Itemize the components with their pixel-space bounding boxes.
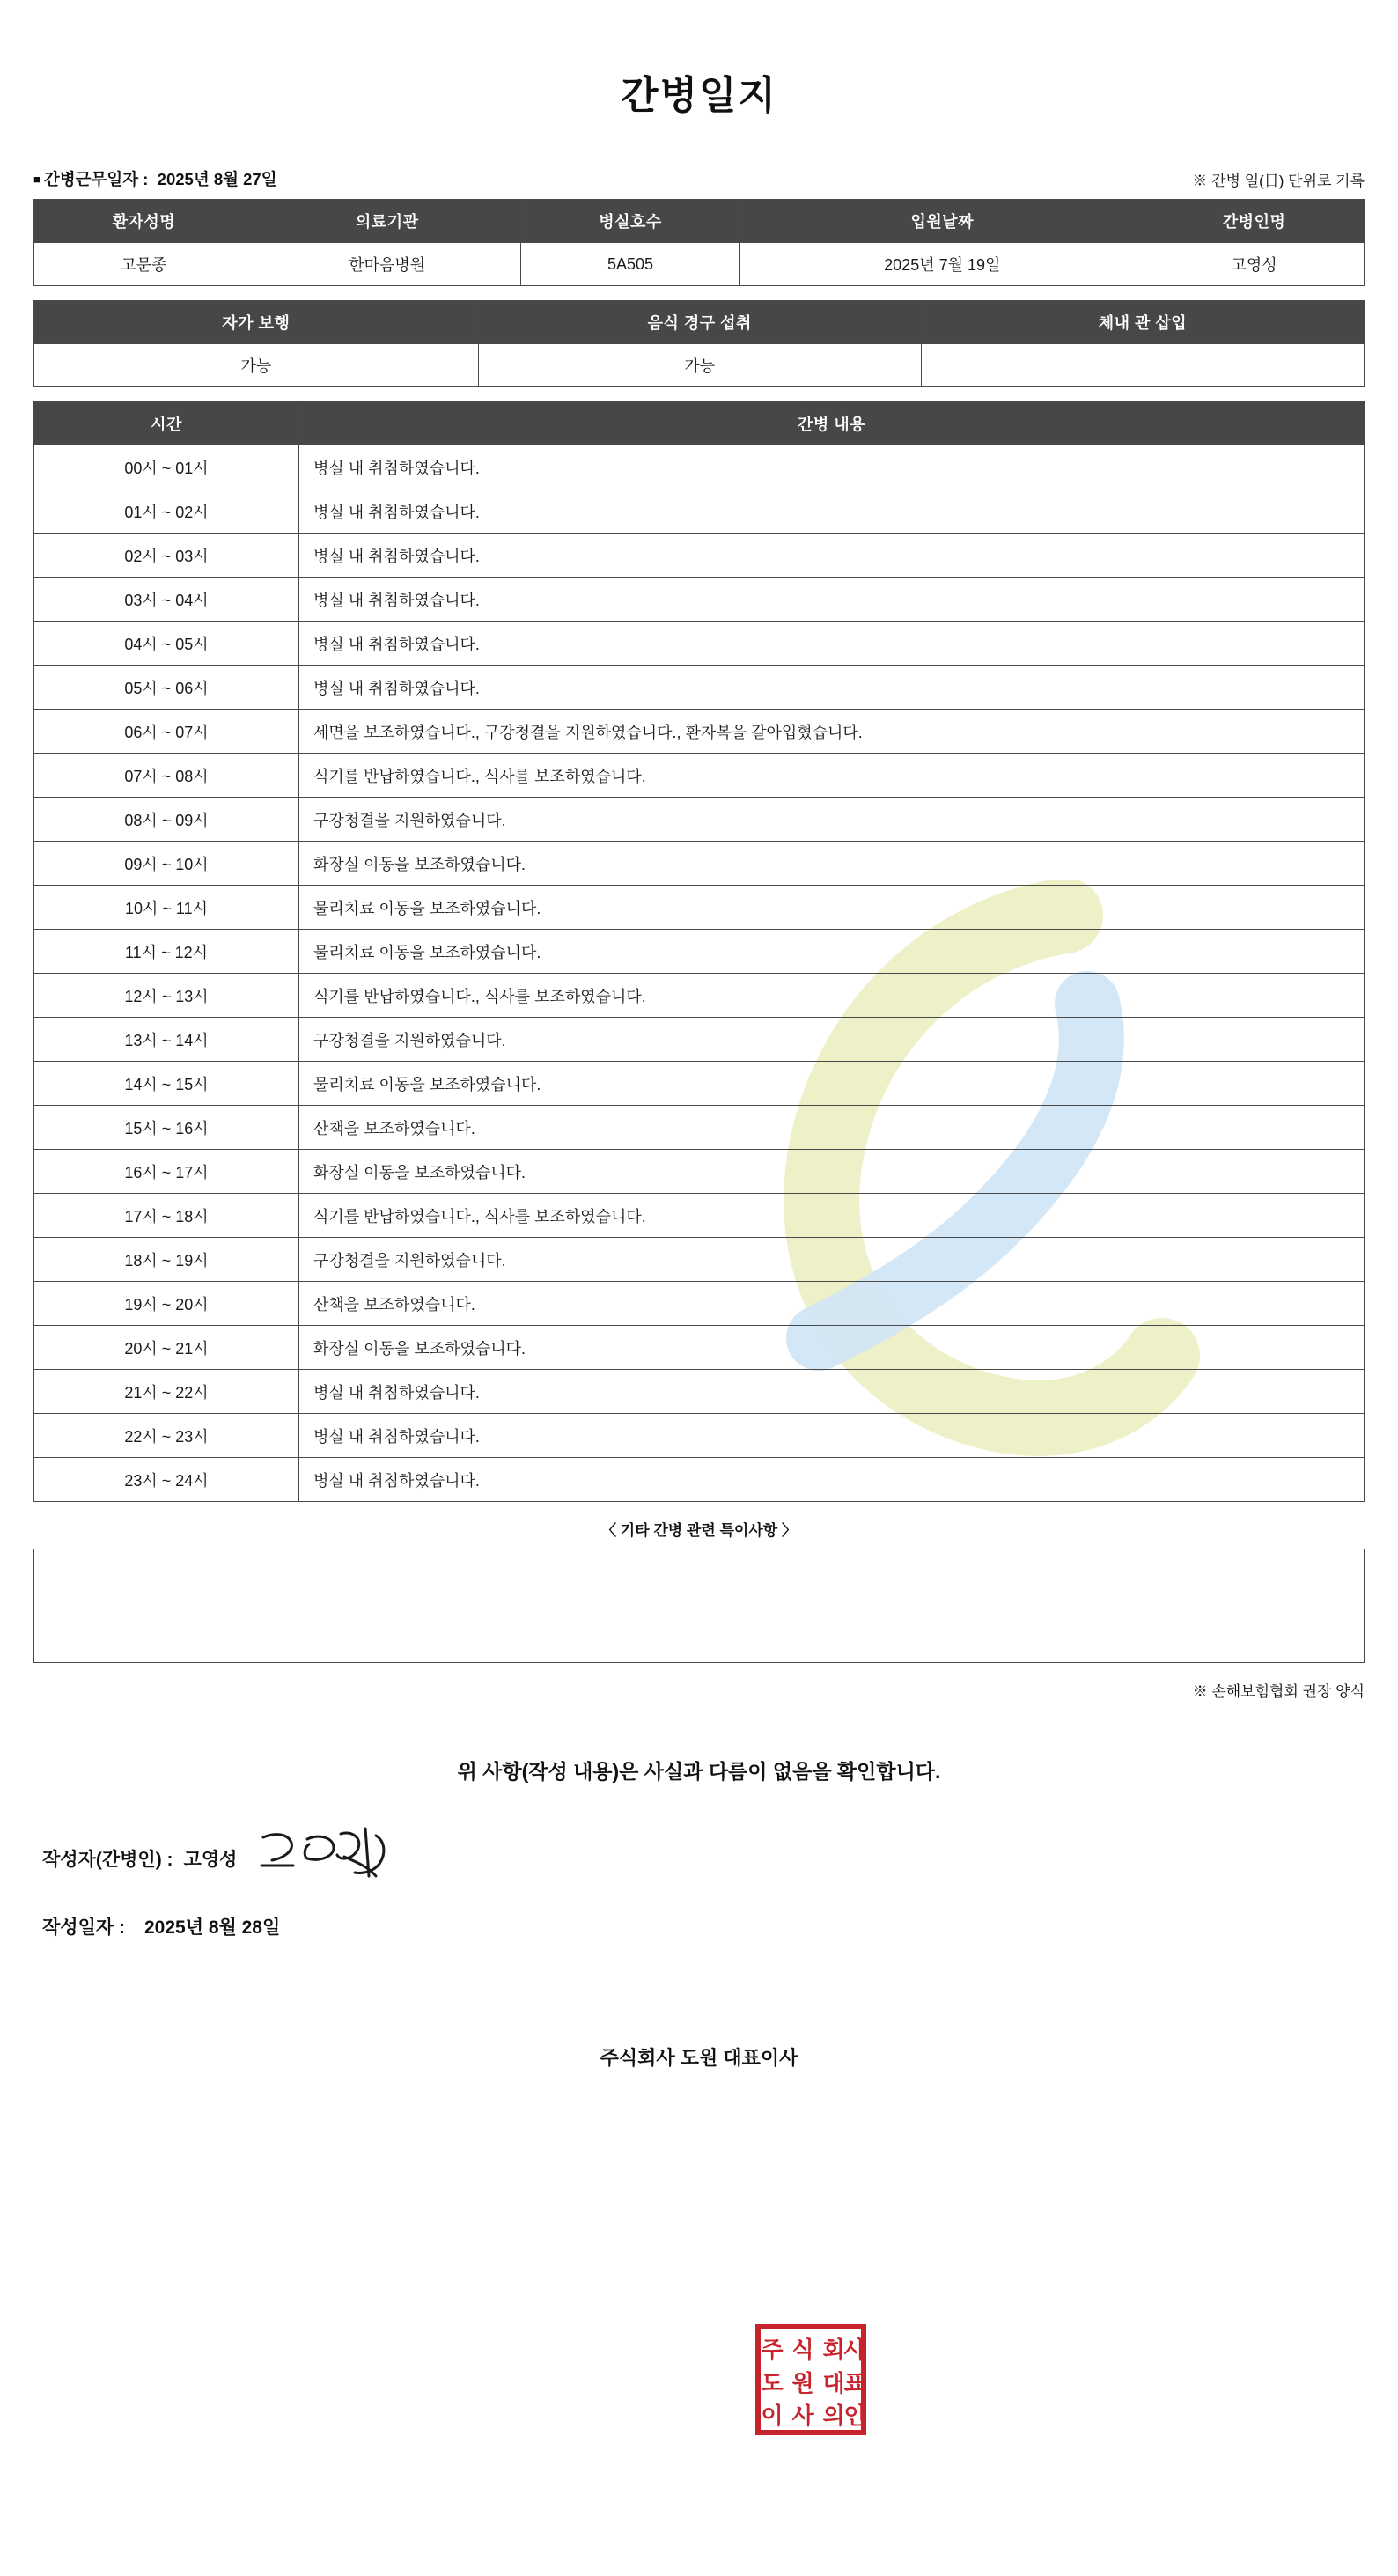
- cell-time: 23시 ~ 24시: [34, 1458, 299, 1502]
- table-row: [34, 1238, 1365, 1282]
- cell-time: 12시 ~ 13시: [34, 974, 299, 1018]
- cell-content: 화장실 이동을 보조하였습니다.: [299, 1326, 1365, 1370]
- header-admission-date: 입원날짜: [740, 200, 1144, 243]
- cell-content: 식기를 반납하였습니다., 식사를 보조하였습니다.: [299, 1194, 1365, 1238]
- work-date-label: 간병근무일자 :: [43, 170, 149, 188]
- cell-content: 구강청결을 지원하였습니다.: [299, 1018, 1365, 1062]
- table-header-row: [34, 301, 1365, 344]
- table-header-row: [34, 402, 1365, 445]
- writer-label: 작성자(간병인) :: [42, 1850, 173, 1870]
- svg-text:회: 회: [822, 2337, 845, 2363]
- cell-time: 11시 ~ 12시: [34, 930, 299, 974]
- cell-content: 물리치료 이동을 보조하였습니다.: [299, 930, 1365, 974]
- table-row: [34, 1414, 1365, 1458]
- write-date-label: 작성일자 :: [42, 1917, 125, 1938]
- cell-time: 16시 ~ 17시: [34, 1150, 299, 1194]
- cell-content: 식기를 반납하였습니다., 식사를 보조하였습니다.: [299, 754, 1365, 798]
- header-time: 시간: [34, 402, 299, 445]
- header-room-number: 병실호수: [520, 200, 740, 243]
- header-tube-insertion: 체내 관 삽입: [921, 301, 1364, 344]
- svg-text:원: 원: [791, 2370, 814, 2396]
- cell-content: 병실 내 취침하였습니다.: [299, 578, 1365, 622]
- svg-text:이: 이: [761, 2403, 784, 2429]
- table-row: [34, 842, 1365, 886]
- svg-text:도: 도: [761, 2370, 784, 2396]
- table-row: [34, 710, 1365, 754]
- form-source-note: ※ 손해보험협회 권장 양식: [1192, 1683, 1365, 1700]
- svg-text:사: 사: [791, 2403, 814, 2429]
- cell-content: 산책을 보조하였습니다.: [299, 1106, 1365, 1150]
- svg-text:대: 대: [822, 2370, 845, 2396]
- table-row: [34, 1326, 1365, 1370]
- value-tube-insertion: [921, 344, 1364, 387]
- table-row: [34, 1194, 1365, 1238]
- table-row: [34, 930, 1365, 974]
- page-title: 간병일지: [620, 74, 777, 117]
- table-row: [34, 243, 1365, 286]
- table-row: [34, 1282, 1365, 1326]
- cell-time: 06시 ~ 07시: [34, 710, 299, 754]
- cell-content: 병실 내 취침하였습니다.: [299, 534, 1365, 578]
- table-row: [34, 1150, 1365, 1194]
- cell-time: 07시 ~ 08시: [34, 754, 299, 798]
- cell-time: 15시 ~ 16시: [34, 1106, 299, 1150]
- cell-content: 물리치료 이동을 보조하였습니다.: [299, 886, 1365, 930]
- cell-content: 화장실 이동을 보조하였습니다.: [299, 1150, 1365, 1194]
- cell-time: 14시 ~ 15시: [34, 1062, 299, 1106]
- header-care-content: 간병 내용: [299, 402, 1365, 445]
- svg-text:의: 의: [822, 2403, 845, 2429]
- header-patient-name: 환자성명: [34, 200, 254, 243]
- table-row: [34, 1062, 1365, 1106]
- cell-content: 병실 내 취침하였습니다.: [299, 666, 1365, 710]
- cell-time: 00시 ~ 01시: [34, 445, 299, 489]
- cell-time: 18시 ~ 19시: [34, 1238, 299, 1282]
- cell-time: 17시 ~ 18시: [34, 1194, 299, 1238]
- table-row: [34, 754, 1365, 798]
- note-section-title: 〈 기타 간병 관련 특이사항 〉: [601, 1522, 797, 1539]
- cell-time: 02시 ~ 03시: [34, 534, 299, 578]
- handwritten-signature-icon: [253, 1825, 402, 1881]
- writer-row: [42, 1830, 1398, 1887]
- cell-content: 병실 내 취침하였습니다.: [299, 1458, 1365, 1502]
- table-row: [34, 445, 1365, 489]
- value-hospital: 한마음병원: [254, 243, 520, 286]
- patient-condition-table: [33, 300, 1365, 387]
- value-room-number: 5A505: [520, 243, 740, 286]
- value-self-walking: 가능: [34, 344, 479, 387]
- value-patient-name: 고문종: [34, 243, 254, 286]
- cell-content: 산책을 보조하였습니다.: [299, 1282, 1365, 1326]
- cell-time: 20시 ~ 21시: [34, 1326, 299, 1370]
- header-hospital: 의료기관: [254, 200, 520, 243]
- meta-row: [33, 167, 1365, 190]
- work-date-value: 2025년 8월 27일: [157, 170, 277, 188]
- table-row: [34, 344, 1365, 387]
- note-section-box[interactable]: [33, 1549, 1365, 1663]
- cell-time: 10시 ~ 11시: [34, 886, 299, 930]
- unit-note: ※ 간병 일(日) 단위로 기록: [1192, 173, 1365, 189]
- cell-time: 05시 ~ 06시: [34, 666, 299, 710]
- table-row: [34, 1370, 1365, 1414]
- bullet-square-icon: ■: [33, 173, 40, 186]
- table-row: [34, 1458, 1365, 1502]
- svg-text:인: 인: [843, 2403, 866, 2429]
- table-row: [34, 1018, 1365, 1062]
- value-caregiver-name: 고영성: [1144, 243, 1365, 286]
- table-row: [34, 622, 1365, 666]
- cell-content: 화장실 이동을 보조하였습니다.: [299, 842, 1365, 886]
- cell-content: 구강청결을 지원하였습니다.: [299, 798, 1365, 842]
- table-row: [34, 666, 1365, 710]
- table-row: [34, 534, 1365, 578]
- writer-value: 고영성: [183, 1850, 238, 1870]
- cell-content: 병실 내 취침하였습니다.: [299, 1370, 1365, 1414]
- value-admission-date: 2025년 7월 19일: [740, 243, 1144, 286]
- cell-time: 19시 ~ 20시: [34, 1282, 299, 1326]
- table-row: [34, 489, 1365, 534]
- company-seal-stamp-icon: [755, 2324, 866, 2435]
- svg-text:주: 주: [761, 2337, 784, 2363]
- cell-time: 03시 ~ 04시: [34, 578, 299, 622]
- table-row: [34, 886, 1365, 930]
- header-self-walking: 자가 보행: [34, 301, 479, 344]
- cell-time: 13시 ~ 14시: [34, 1018, 299, 1062]
- cell-content: 병실 내 취침하였습니다.: [299, 622, 1365, 666]
- cell-content: 식기를 반납하였습니다., 식사를 보조하였습니다.: [299, 974, 1365, 1018]
- cell-time: 22시 ~ 23시: [34, 1414, 299, 1458]
- cell-content: 병실 내 취침하였습니다.: [299, 489, 1365, 534]
- table-row: [34, 974, 1365, 1018]
- value-oral-intake: 가능: [478, 344, 921, 387]
- cell-time: 09시 ~ 10시: [34, 842, 299, 886]
- patient-info-table: [33, 199, 1365, 286]
- signature-block: [42, 1830, 1398, 1939]
- cell-time: 04시 ~ 05시: [34, 622, 299, 666]
- write-date-row: [42, 1913, 1398, 1939]
- cell-content: 병실 내 취침하였습니다.: [299, 1414, 1365, 1458]
- work-date: [33, 167, 277, 190]
- cell-content: 물리치료 이동을 보조하였습니다.: [299, 1062, 1365, 1106]
- table-row: [34, 578, 1365, 622]
- svg-text:사: 사: [843, 2337, 866, 2363]
- cell-content: 병실 내 취침하였습니다.: [299, 445, 1365, 489]
- cell-time: 21시 ~ 22시: [34, 1370, 299, 1414]
- svg-text:표: 표: [843, 2370, 866, 2396]
- table-row: [34, 798, 1365, 842]
- write-date-value: 2025년 8월 28일: [143, 1917, 281, 1938]
- header-oral-intake: 음식 경구 섭취: [478, 301, 921, 344]
- care-log-table: [33, 401, 1365, 1502]
- table-header-row: [34, 200, 1365, 243]
- cell-content: 구강청결을 지원하였습니다.: [299, 1238, 1365, 1282]
- confirmation-text: 위 사항(작성 내용)은 사실과 다름이 없음을 확인합니다.: [457, 1760, 941, 1783]
- company-signature-text: 주식회사 도원 대표이사: [600, 2047, 798, 2069]
- header-caregiver-name: 간병인명: [1144, 200, 1365, 243]
- svg-text:식: 식: [791, 2337, 814, 2363]
- cell-content: 세면을 보조하였습니다., 구강청결을 지원하였습니다., 환자복을 갈아입혔습니다.: [299, 710, 1365, 754]
- cell-time: 01시 ~ 02시: [34, 489, 299, 534]
- cell-time: 08시 ~ 09시: [34, 798, 299, 842]
- table-row: [34, 1106, 1365, 1150]
